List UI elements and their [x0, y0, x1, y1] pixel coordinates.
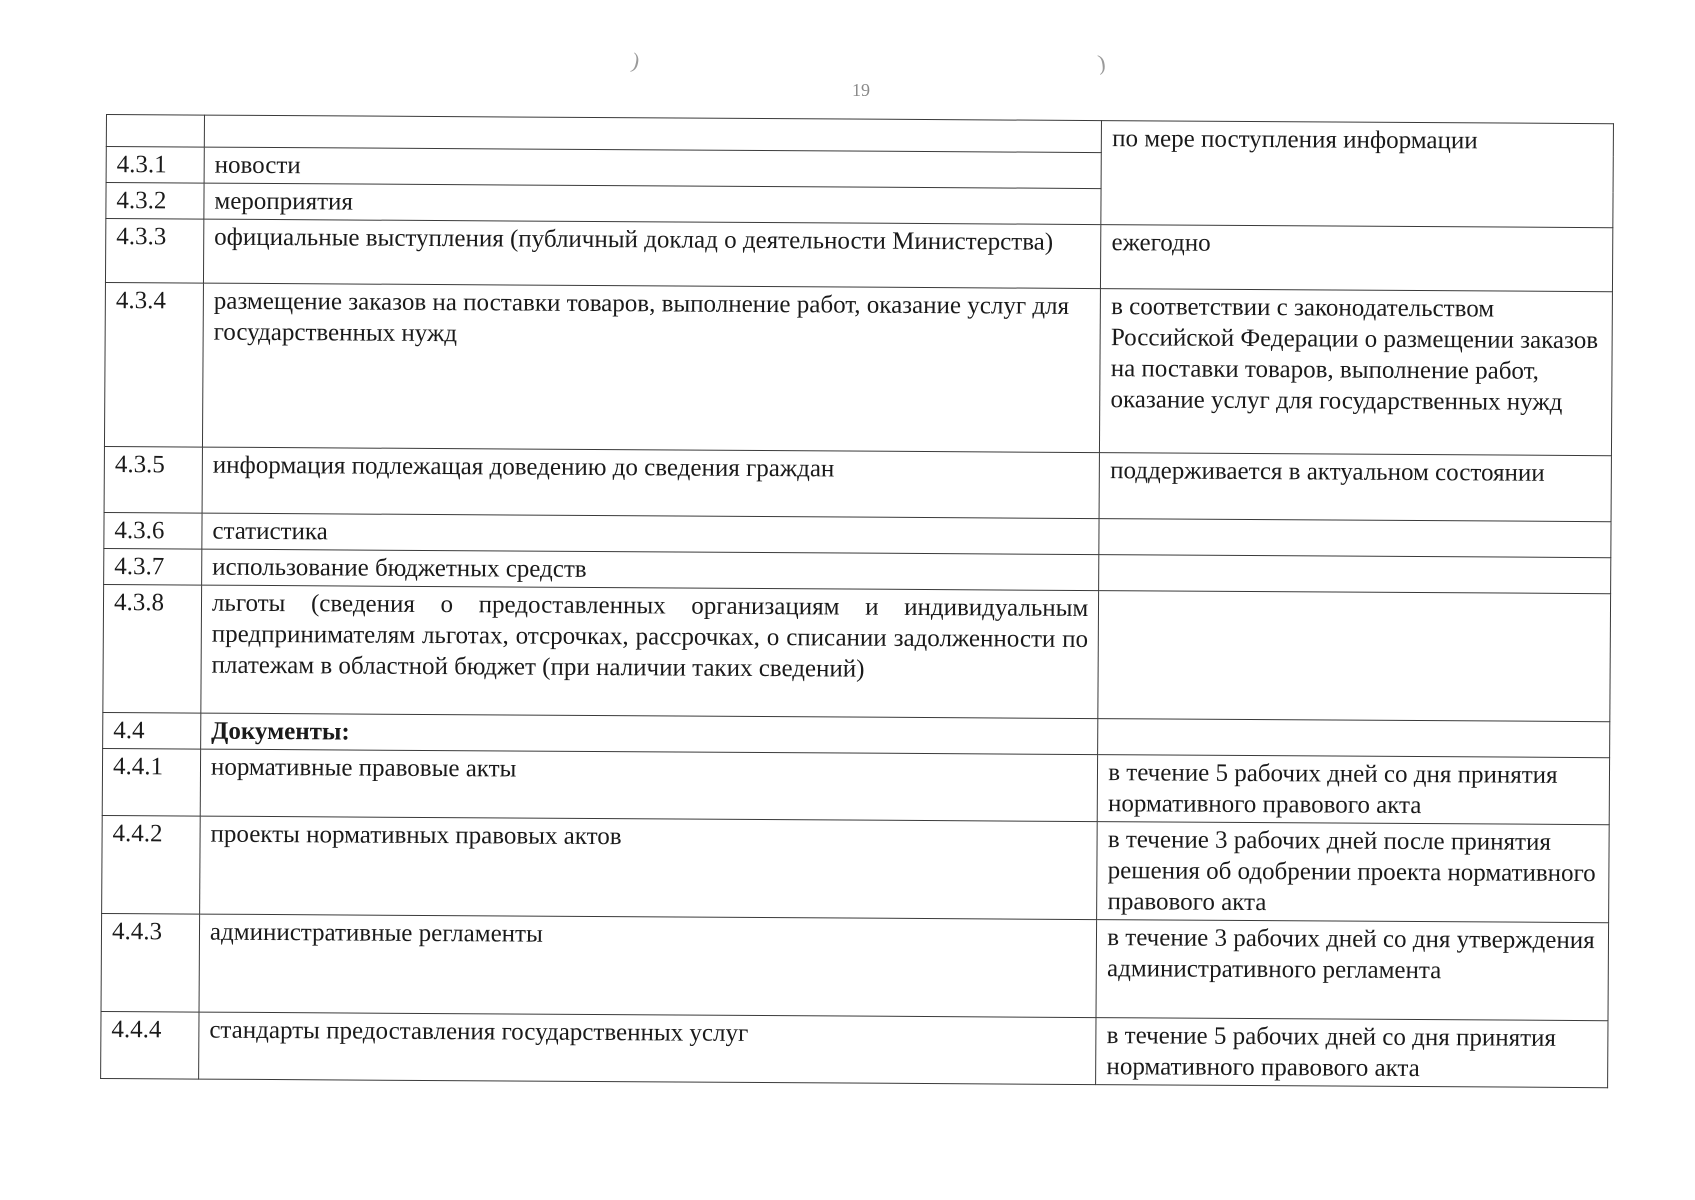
row-description: административные регламенты	[199, 914, 1097, 1017]
row-period: в течение 3 рабочих дней после принятия решения об одобрении проекта нормативного правового акта	[1097, 822, 1609, 923]
row-description: официальные выступления (публичный доклад о деятельности Министерства)	[203, 219, 1101, 288]
row-description: мероприятия	[204, 183, 1102, 224]
row-number: 4.3.3	[105, 219, 203, 284]
scan-mark-right: )	[1096, 49, 1107, 76]
row-number: 4.3.7	[104, 548, 202, 585]
row-number: 4.3.4	[104, 282, 203, 447]
row-description: льготы (сведения о предоставленных организациям и индивидуальным предпринимателям льготах, отсрочках, рассрочках, о списании задолженности по платежам в областной бюджет (при наличии таких сведений)	[201, 585, 1099, 718]
row-number: 4.4.3	[101, 913, 200, 1012]
page-number: 19	[852, 80, 870, 100]
row-number	[106, 115, 204, 148]
table-row	[102, 815, 1610, 922]
row-period	[1099, 519, 1611, 558]
scan-mark-left: )	[629, 47, 642, 74]
table-row	[101, 1011, 1608, 1087]
table-row	[102, 748, 1609, 824]
row-period: в течение 5 рабочих дней со дня принятия нормативного правового акта	[1096, 1018, 1608, 1088]
row-number: 4.3.6	[104, 512, 202, 549]
row-number: 4.4.2	[102, 815, 201, 914]
table-row	[104, 282, 1612, 455]
row-period	[1099, 555, 1611, 594]
row-period	[1098, 719, 1610, 758]
row-number: 4.3.2	[106, 183, 204, 220]
row-description: использование бюджетных средств	[202, 549, 1100, 590]
row-number: 4.4	[103, 712, 201, 749]
row-period: ежегодно	[1101, 225, 1613, 292]
row-description: стандарты предоставления государственных услуг	[199, 1012, 1097, 1084]
row-period: по мере поступления информации	[1101, 121, 1613, 228]
row-period: в течение 5 рабочих дней со дня принятия нормативного правового акта	[1097, 755, 1609, 825]
table-row	[103, 584, 1611, 721]
row-number: 4.3.5	[104, 446, 202, 513]
row-period: в соответствии с законодательством Российской Федерации о размещении заказов на поставки товаров, выполнение работ, оказание услуг для государственных нужд	[1100, 289, 1613, 456]
row-number: 4.3.8	[103, 584, 202, 713]
row-period: в течение 3 рабочих дней со дня утверждения административного регламента	[1096, 920, 1608, 1021]
row-number: 4.4.1	[102, 748, 200, 816]
row-description: размещение заказов на поставки товаров, выполнение работ, оказание услуг для государственных нужд	[202, 283, 1100, 452]
row-description: информация подлежащая доведению до сведения граждан	[202, 447, 1100, 518]
table-row	[101, 913, 1609, 1020]
section-heading: Документы:	[201, 713, 1099, 754]
row-number: 4.4.4	[101, 1011, 199, 1079]
row-period	[1098, 591, 1610, 722]
row-number: 4.3.1	[106, 147, 204, 184]
table-row	[105, 219, 1612, 292]
row-period: поддерживается в актуальном состоянии	[1099, 453, 1611, 522]
table-row	[104, 446, 1611, 521]
row-description: новости	[204, 147, 1102, 188]
row-description: статистика	[202, 513, 1100, 554]
row-description: нормативные правовые акты	[200, 749, 1098, 821]
schedule-table	[100, 114, 1614, 1088]
row-description: проекты нормативных правовых актов	[200, 816, 1098, 919]
